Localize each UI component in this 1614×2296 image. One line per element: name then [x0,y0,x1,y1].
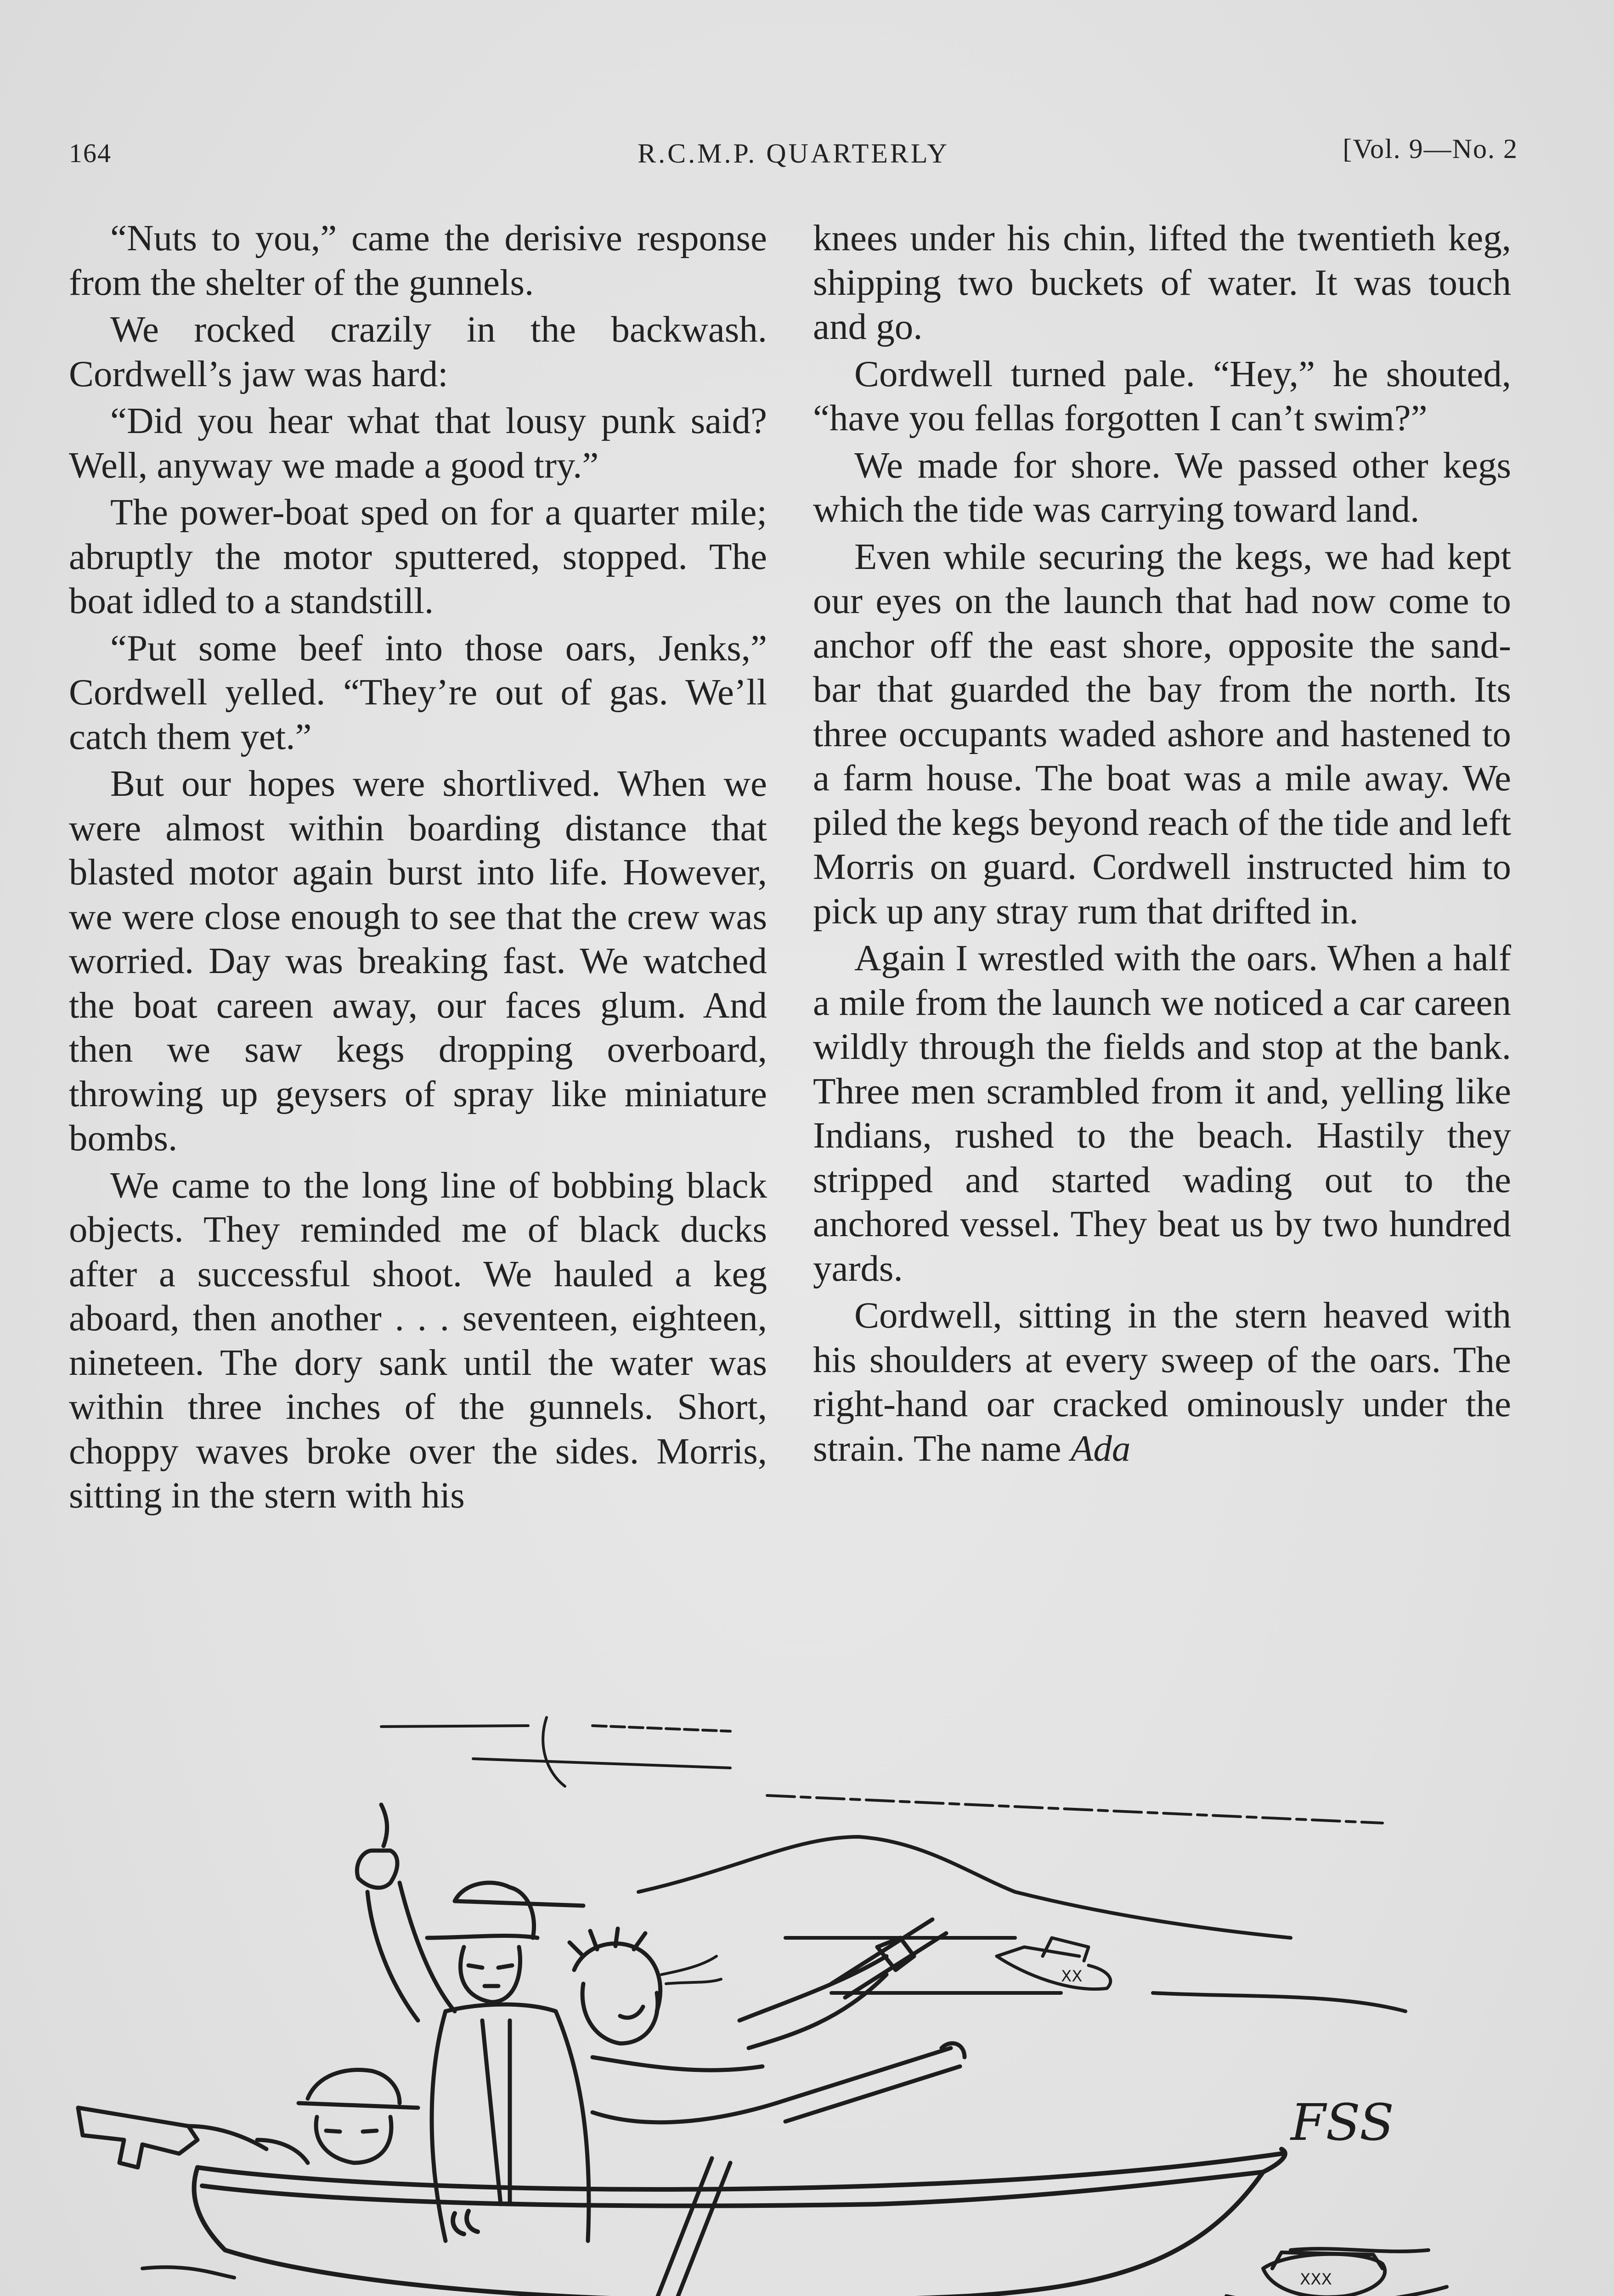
sky-lines [381,1717,1383,1823]
paragraph-continuation: knees under his chin, lifted the twentieth keg, shipping two buckets of water. It was touch and go. [813,217,1511,347]
launch-mark: XX [1061,1967,1083,1986]
paragraph: “Put some beef into those oars, Jenks,” Cordwell yelled. “They’re out of gas. We’ll catch them yet.” [69,627,767,757]
dory [194,2149,1285,2296]
artist-signature: FSS [1291,2093,1394,2152]
paragraph: But our hopes were shortlived. When we were almost within boarding distance that blasted motor again burst into life. However, we were close enough to see that the crew was worried. Day was breaking fast. We watched the boat careen away, our faces glum. And then we saw kegs dropping overboard, throwing up geysers of spray like miniature bombs. [69,763,767,1159]
right-text-column [813,216,1511,1473]
paragraph: “Did you hear what that lousy punk said? Well, anyway we made a good try.” [69,400,767,486]
paragraph: Even while securing the kegs, we had kept our eyes on the launch that had now come to anchor off the east shore, opposite the sand-bar that guarded the bay from the north. Its three occupants waded ashore and hastened to a farm house. The boat was a mile away. We piled the kegs beyond reach of the tide and left Morris on guard. Cordwell instructed him to pick up any stray rum that drifted in. [813,535,1511,932]
paragraph: Cordwell turned pale. “Hey,” he shouted, “have you fellas forgotten I can’t swim?” [813,353,1511,439]
paragraph: The power-boat sped on for a quarter mile; abruptly the motor sputtered, stopped. The boat idled to a standstill. [69,491,767,621]
paragraph-text: Cordwell, sitting in the stern heaved with his shoulders at every sweep of the oars. The right-hand oar cracked ominously under the strain. The name [813,1294,1511,1469]
paragraph: We made for shore. We passed other kegs which the tide was carrying toward land. [813,444,1511,530]
left-text-column [69,216,767,1520]
standing-officer [357,1805,589,2241]
oarsman [570,1929,914,2122]
floating-keg [1226,2252,1447,2296]
distant-launch [997,1938,1111,1989]
paragraph: Again I wrestled with the oars. When a half a mile from the launch we noticed a car careen wildly through the fields and stop at the bank. Three men scrambled from it and, yelling like Indians, rushed to the beach. Hastily they stripped and started wading out to the anchored vessel. They beat us by two hundred yards. [813,937,1511,1289]
boat-name-italic: Ada [1070,1427,1131,1469]
paragraph: “Nuts to you,” came the derisive response from the shelter of the gunnels. [69,217,767,303]
distant-hills [638,1837,1405,2011]
page-number: 164 [69,138,112,168]
paragraph: We came to the long line of bobbing black objects. They reminded me of black ducks after a successful shoot. We hauled a keg aboard, then another . . . seventeen, eighteen, nineteen. The dory sank until the water was within three inches of the gunnels. Short, choppy waves broke over the sides. Morris, sitting in the stern with his [69,1164,767,1516]
paragraph: We rocked crazily in the backwash. Cordwell’s jaw was hard: [69,309,767,394]
seated-officer-with-pistol [78,2070,418,2168]
keg-mark: XXX [1300,2270,1332,2289]
paragraph-last [813,1293,1511,1470]
oars [618,1919,965,2296]
cartoon-rowboat-illustration [51,1699,1571,2296]
running-header [69,133,1518,174]
volume-issue: [Vol. 9—No. 2 [1343,134,1518,164]
journal-title: R.C.M.P. QUARTERLY [638,138,949,169]
